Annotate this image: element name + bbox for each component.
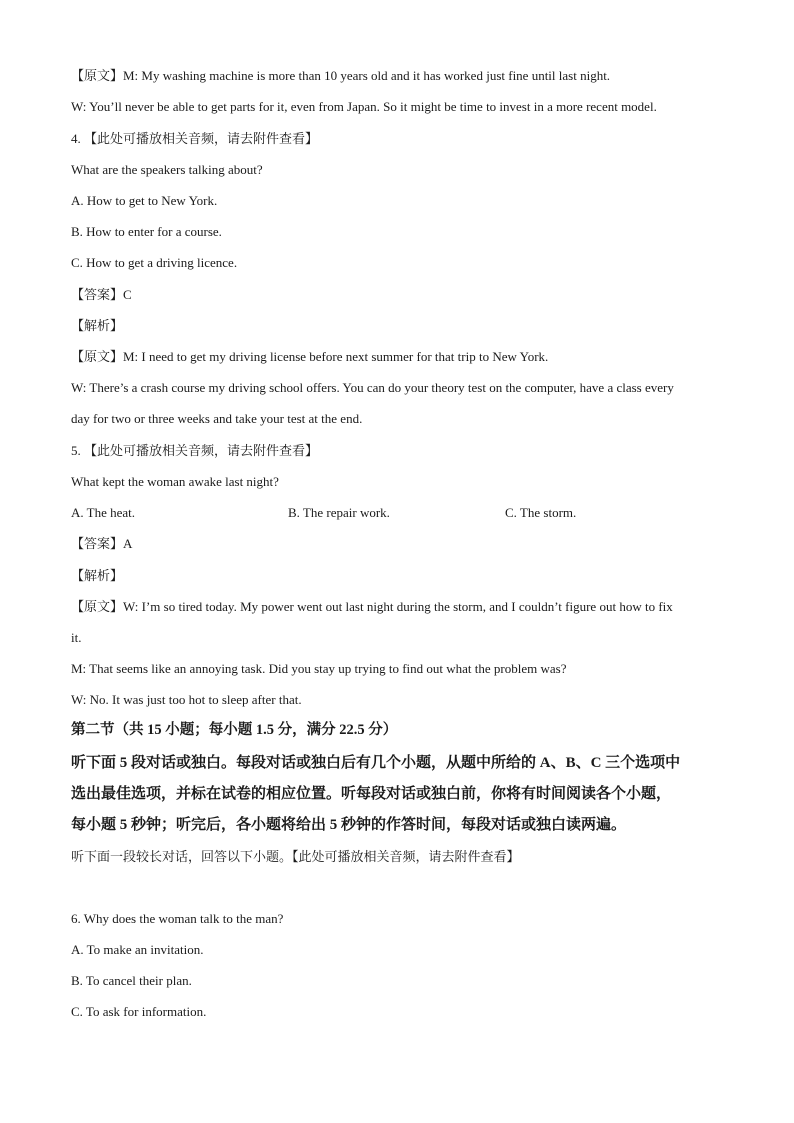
q4-header: 4. 【此处可播放相关音频，请去附件查看】 xyxy=(71,131,319,146)
q3-transcript-man: 【原文】M: My washing machine is more than 10 years old and it has worked just fine until last night. xyxy=(71,68,611,83)
section2-audio-note: 听下面一段较长对话，回答以下小题。【此处可播放相关音频，请去附件查看】 xyxy=(71,849,520,864)
q5-transcript-woman-1: 【原文】W: I’m so tired today. My power went out last night during the storm, and I couldn’t figure out how to fix xyxy=(71,599,673,614)
q6-option-c: C. To ask for information. xyxy=(71,1004,207,1019)
q5-header: 5. 【此处可播放相关音频，请去附件查看】 xyxy=(71,443,319,458)
q5-transcript-woman-2: it. xyxy=(71,630,82,645)
q4-option-b: B. How to enter for a course. xyxy=(71,224,222,239)
q5-analysis: 【解析】 xyxy=(71,568,124,583)
q4-answer: 【答案】C xyxy=(71,287,132,302)
q5-option-b: B. The repair work. xyxy=(288,505,390,520)
q4-option-a: A. How to get to New York. xyxy=(71,193,218,208)
q5-question: What kept the woman awake last night? xyxy=(71,474,279,489)
section2-instructions-3: 每小题 5 秒钟；听完后，各小题将给出 5 秒钟的作答时间，每段对话或独白读两遍。 xyxy=(71,817,627,833)
q4-transcript-woman-1: W: There’s a crash course my driving school offers. You can do your theory test on the computer, have a class every xyxy=(71,380,674,395)
section2-instructions-2: 选出最佳选项，并标在试卷的相应位置。听每段对话或独白前，你将有时间阅读各个小题， xyxy=(71,786,672,802)
q4-option-c: C. How to get a driving licence. xyxy=(71,255,238,270)
q5-option-c: C. The storm. xyxy=(505,505,577,520)
q6-option-b: B. To cancel their plan. xyxy=(71,973,192,988)
q5-option-a: A. The heat. xyxy=(71,505,136,520)
q4-transcript-man: 【原文】M: I need to get my driving license before next summer for that trip to New York. xyxy=(71,349,549,364)
q4-transcript-woman-2: day for two or three weeks and take your test at the end. xyxy=(71,411,363,426)
q4-question: What are the speakers talking about? xyxy=(71,162,263,177)
q4-analysis: 【解析】 xyxy=(71,318,124,333)
q3-transcript-woman: W: You’ll never be able to get parts for it, even from Japan. So it might be time to invest in a more recent model. xyxy=(71,99,657,114)
q6-question: 6. Why does the woman talk to the man? xyxy=(71,911,284,926)
q5-transcript-man: M: That seems like an annoying task. Did you stay up trying to find out what the problem was? xyxy=(71,661,567,676)
section2-title: 第二节（共 15 小题；每小题 1.5 分，满分 22.5 分） xyxy=(71,722,398,738)
q5-answer: 【答案】A xyxy=(71,536,133,551)
q5-transcript-woman-3: W: No. It was just too hot to sleep after that. xyxy=(71,692,302,707)
section2-instructions-1: 听下面 5 段对话或独白。每段对话或独白后有几个小题，从题中所给的 A、B、C 三个选项中 xyxy=(71,755,681,771)
q6-option-a: A. To make an invitation. xyxy=(71,942,204,957)
